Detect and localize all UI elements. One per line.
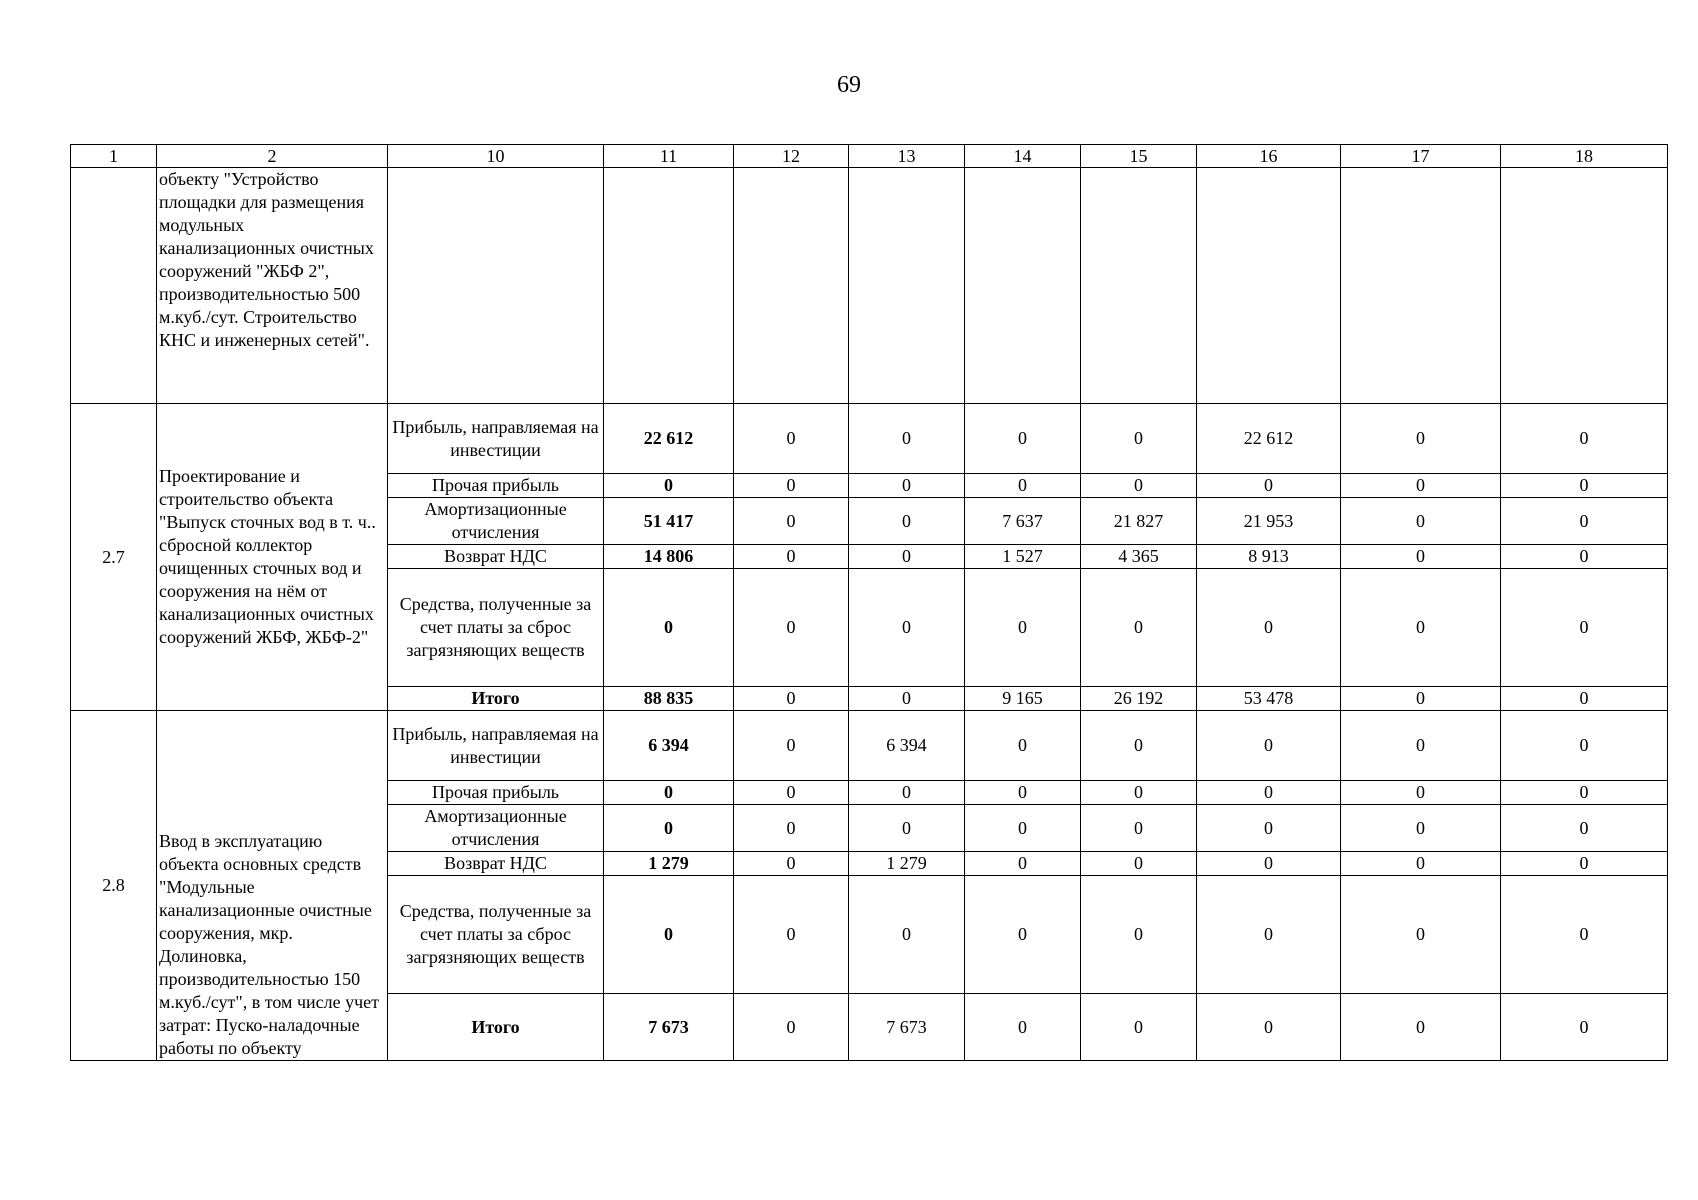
empty-cell bbox=[604, 168, 734, 404]
year-value-cell: 0 bbox=[1081, 569, 1197, 687]
total-value-cell: 0 bbox=[604, 876, 734, 994]
year-value-cell: 22 612 bbox=[1197, 404, 1341, 474]
year-value-cell: 6 394 bbox=[849, 711, 965, 781]
total-value-cell: 22 612 bbox=[604, 404, 734, 474]
year-value-cell: 0 bbox=[1501, 569, 1668, 687]
year-value-cell: 26 192 bbox=[1081, 687, 1197, 711]
year-value-cell: 0 bbox=[849, 498, 965, 545]
year-value-cell: 0 bbox=[849, 545, 965, 569]
empty-cell bbox=[1501, 168, 1668, 404]
year-value-cell: 0 bbox=[849, 687, 965, 711]
year-value-cell: 0 bbox=[734, 498, 849, 545]
funding-source-cell: Итого bbox=[388, 687, 604, 711]
page-number: 69 bbox=[837, 72, 861, 98]
empty-cell bbox=[849, 168, 965, 404]
funding-source-cell: Итого bbox=[388, 994, 604, 1061]
year-value-cell: 0 bbox=[1081, 994, 1197, 1061]
year-value-cell: 0 bbox=[1501, 876, 1668, 994]
column-header: 11 bbox=[604, 145, 734, 168]
year-value-cell: 1 279 bbox=[849, 852, 965, 876]
year-value-cell: 0 bbox=[734, 545, 849, 569]
total-value-cell: 88 835 bbox=[604, 687, 734, 711]
total-value-cell: 14 806 bbox=[604, 545, 734, 569]
year-value-cell: 0 bbox=[734, 687, 849, 711]
year-value-cell: 4 365 bbox=[1081, 545, 1197, 569]
year-value-cell: 0 bbox=[1501, 545, 1668, 569]
funding-source-cell: Средства, полученные за счет платы за сброс загрязняющих веществ bbox=[388, 876, 604, 994]
column-header: 10 bbox=[388, 145, 604, 168]
year-value-cell: 0 bbox=[1501, 498, 1668, 545]
year-value-cell: 53 478 bbox=[1197, 687, 1341, 711]
year-value-cell: 7 637 bbox=[965, 498, 1081, 545]
year-value-cell: 1 527 bbox=[965, 545, 1081, 569]
funding-source-cell: Амортизационные отчисления bbox=[388, 498, 604, 545]
year-value-cell: 0 bbox=[1501, 687, 1668, 711]
year-value-cell: 0 bbox=[1197, 474, 1341, 498]
column-header: 16 bbox=[1197, 145, 1341, 168]
funding-source-cell: Прочая прибыль bbox=[388, 474, 604, 498]
year-value-cell: 0 bbox=[965, 781, 1081, 805]
year-value-cell: 0 bbox=[1081, 805, 1197, 852]
year-value-cell: 0 bbox=[734, 711, 849, 781]
empty-cell bbox=[965, 168, 1081, 404]
empty-cell bbox=[1341, 168, 1501, 404]
object-name-cell: объекту "Устройство площадки для размещения модульных канализационных очистных сооружений "ЖБФ 2", производительностью 500 м.куб./сут. Строительство КНС и инженерных сетей". bbox=[157, 168, 388, 404]
column-header: 14 bbox=[965, 145, 1081, 168]
year-value-cell: 0 bbox=[1501, 805, 1668, 852]
total-value-cell: 7 673 bbox=[604, 994, 734, 1061]
year-value-cell: 0 bbox=[1501, 994, 1668, 1061]
header-row bbox=[71, 145, 1668, 168]
year-value-cell: 21 953 bbox=[1197, 498, 1341, 545]
year-value-cell: 0 bbox=[1197, 711, 1341, 781]
year-value-cell: 0 bbox=[734, 474, 849, 498]
year-value-cell: 0 bbox=[965, 569, 1081, 687]
investment-table bbox=[70, 144, 1668, 1061]
year-value-cell: 0 bbox=[1341, 569, 1501, 687]
year-value-cell: 0 bbox=[1341, 498, 1501, 545]
year-value-cell: 0 bbox=[1197, 852, 1341, 876]
year-value-cell: 0 bbox=[1501, 404, 1668, 474]
year-value-cell: 0 bbox=[1081, 474, 1197, 498]
year-value-cell: 0 bbox=[965, 404, 1081, 474]
year-value-cell: 0 bbox=[1341, 474, 1501, 498]
year-value-cell: 0 bbox=[1197, 876, 1341, 994]
column-header: 17 bbox=[1341, 145, 1501, 168]
total-value-cell: 0 bbox=[604, 781, 734, 805]
continuation-row bbox=[71, 168, 1668, 404]
year-value-cell: 0 bbox=[1197, 994, 1341, 1061]
object-name-cell: Проектирование и строительство объекта "Выпуск сточных вод в т. ч.. сбросной коллектор очищенных сточных вод и сооружения на нём от канализационных очистных сооружений ЖБФ, ЖБФ-2" bbox=[157, 404, 388, 711]
total-value-cell: 0 bbox=[604, 474, 734, 498]
table-body bbox=[71, 168, 1668, 1061]
year-value-cell: 0 bbox=[1341, 876, 1501, 994]
year-value-cell: 0 bbox=[1501, 711, 1668, 781]
row-number-cell bbox=[71, 168, 157, 404]
year-value-cell: 0 bbox=[849, 781, 965, 805]
year-value-cell: 0 bbox=[1341, 545, 1501, 569]
total-value-cell: 6 394 bbox=[604, 711, 734, 781]
empty-cell bbox=[1081, 168, 1197, 404]
year-value-cell: 0 bbox=[849, 569, 965, 687]
funding-source-cell: Возврат НДС bbox=[388, 852, 604, 876]
year-value-cell: 0 bbox=[849, 474, 965, 498]
year-value-cell: 0 bbox=[734, 781, 849, 805]
year-value-cell: 0 bbox=[965, 994, 1081, 1061]
total-value-cell: 0 bbox=[604, 805, 734, 852]
total-value-cell: 51 417 bbox=[604, 498, 734, 545]
year-value-cell: 0 bbox=[1197, 781, 1341, 805]
year-value-cell: 0 bbox=[965, 852, 1081, 876]
total-value-cell: 0 bbox=[604, 569, 734, 687]
year-value-cell: 0 bbox=[1501, 474, 1668, 498]
funding-source-cell: Возврат НДС bbox=[388, 545, 604, 569]
year-value-cell: 0 bbox=[1081, 876, 1197, 994]
year-value-cell: 0 bbox=[734, 852, 849, 876]
year-value-cell: 0 bbox=[849, 876, 965, 994]
empty-cell bbox=[734, 168, 849, 404]
year-value-cell: 0 bbox=[1081, 781, 1197, 805]
year-value-cell: 0 bbox=[1341, 852, 1501, 876]
year-value-cell: 0 bbox=[1341, 805, 1501, 852]
year-value-cell: 0 bbox=[1341, 404, 1501, 474]
year-value-cell: 7 673 bbox=[849, 994, 965, 1061]
year-value-cell: 0 bbox=[1501, 852, 1668, 876]
row-number-cell: 2.8 bbox=[71, 711, 157, 1061]
year-value-cell: 0 bbox=[1081, 404, 1197, 474]
empty-cell bbox=[1197, 168, 1341, 404]
column-header: 13 bbox=[849, 145, 965, 168]
year-value-cell: 0 bbox=[965, 474, 1081, 498]
year-value-cell: 0 bbox=[1081, 852, 1197, 876]
funding-source-cell: Прибыль, направляемая на инвестиции bbox=[388, 404, 604, 474]
year-value-cell: 0 bbox=[849, 805, 965, 852]
column-header: 15 bbox=[1081, 145, 1197, 168]
year-value-cell: 21 827 bbox=[1081, 498, 1197, 545]
year-value-cell: 0 bbox=[1197, 805, 1341, 852]
year-value-cell: 0 bbox=[965, 711, 1081, 781]
year-value-cell: 0 bbox=[734, 569, 849, 687]
year-value-cell: 0 bbox=[1341, 711, 1501, 781]
year-value-cell: 0 bbox=[1341, 781, 1501, 805]
year-value-cell: 0 bbox=[965, 876, 1081, 994]
year-value-cell: 0 bbox=[734, 404, 849, 474]
total-value-cell: 1 279 bbox=[604, 852, 734, 876]
funding-source-cell: Прибыль, направляемая на инвестиции bbox=[388, 711, 604, 781]
year-value-cell: 8 913 bbox=[1197, 545, 1341, 569]
row-number-cell: 2.7 bbox=[71, 404, 157, 711]
year-value-cell: 0 bbox=[734, 994, 849, 1061]
funding-row bbox=[71, 404, 1668, 474]
column-header: 12 bbox=[734, 145, 849, 168]
year-value-cell: 0 bbox=[1341, 994, 1501, 1061]
year-value-cell: 0 bbox=[734, 876, 849, 994]
funding-row bbox=[71, 711, 1668, 781]
empty-cell bbox=[388, 168, 604, 404]
funding-source-cell: Средства, полученные за счет платы за сброс загрязняющих веществ bbox=[388, 569, 604, 687]
column-header: 1 bbox=[71, 145, 157, 168]
funding-source-cell: Амортизационные отчисления bbox=[388, 805, 604, 852]
year-value-cell: 0 bbox=[734, 805, 849, 852]
year-value-cell: 0 bbox=[1081, 711, 1197, 781]
year-value-cell: 9 165 bbox=[965, 687, 1081, 711]
year-value-cell: 0 bbox=[1197, 569, 1341, 687]
object-name-cell: Ввод в эксплуатацию объекта основных средств "Модульные канализационные очистные сооружения, мкр. Долиновка, производительностью 150 м.куб./сут", в том числе учет затрат: Пуско-наладочные работы по объекту bbox=[157, 711, 388, 1061]
year-value-cell: 0 bbox=[965, 805, 1081, 852]
column-header: 18 bbox=[1501, 145, 1668, 168]
year-value-cell: 0 bbox=[849, 404, 965, 474]
funding-source-cell: Прочая прибыль bbox=[388, 781, 604, 805]
year-value-cell: 0 bbox=[1501, 781, 1668, 805]
year-value-cell: 0 bbox=[1341, 687, 1501, 711]
column-header: 2 bbox=[157, 145, 388, 168]
